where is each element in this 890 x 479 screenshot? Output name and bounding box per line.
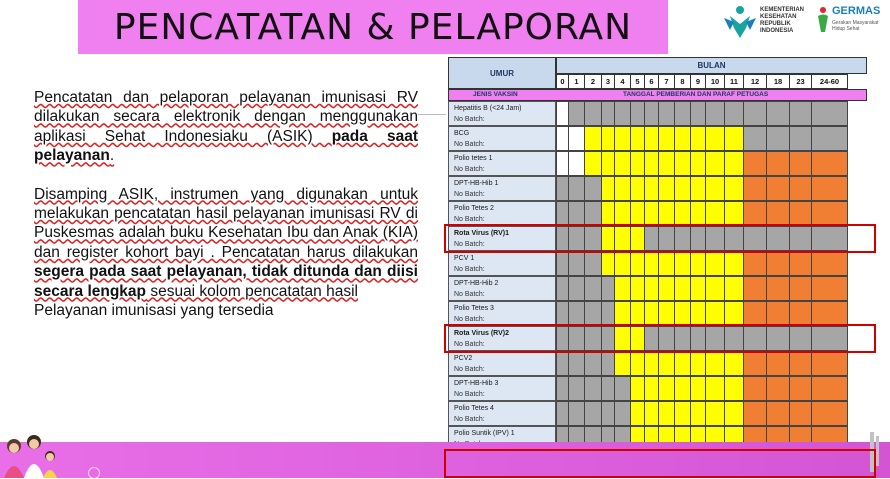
schedule-cell bbox=[724, 351, 744, 376]
month-header: 6 bbox=[644, 74, 659, 89]
schedule-cell bbox=[674, 276, 691, 301]
schedule-cell bbox=[568, 351, 585, 376]
schedule-cell bbox=[705, 351, 725, 376]
schedule-cell bbox=[724, 201, 744, 226]
schedule-cell bbox=[630, 251, 645, 276]
schedule-cell bbox=[568, 401, 585, 426]
batch-label: No Batch: bbox=[454, 166, 485, 173]
schedule-cell bbox=[601, 326, 615, 351]
month-header: 4 bbox=[614, 74, 631, 89]
schedule-cell bbox=[658, 251, 675, 276]
table-row bbox=[448, 101, 867, 126]
schedule-cell bbox=[674, 201, 691, 226]
schedule-cell bbox=[811, 101, 848, 126]
schedule-cell bbox=[811, 176, 848, 201]
month-header: 12 bbox=[743, 74, 767, 89]
schedule-cell bbox=[630, 176, 645, 201]
schedule-cell bbox=[584, 251, 602, 276]
schedule-cell bbox=[690, 101, 706, 126]
table-row bbox=[448, 351, 867, 376]
schedule-cell bbox=[644, 251, 659, 276]
schedule-cell bbox=[601, 226, 615, 251]
schedule-cell bbox=[789, 176, 812, 201]
schedule-cell bbox=[705, 126, 725, 151]
schedule-cell bbox=[644, 376, 659, 401]
slide-title: PENCATATAN & PELAPORAN bbox=[113, 6, 633, 48]
schedule-cell bbox=[724, 326, 744, 351]
schedule-cell bbox=[658, 276, 675, 301]
scrollbar[interactable] bbox=[870, 432, 874, 472]
schedule-cell bbox=[644, 101, 659, 126]
month-header: 5 bbox=[630, 74, 645, 89]
batch-label: No Batch: bbox=[454, 391, 485, 398]
schedule-cell bbox=[568, 251, 585, 276]
schedule-cell bbox=[743, 176, 767, 201]
paragraph-0-segment-2: . bbox=[109, 147, 115, 165]
schedule-cell bbox=[630, 351, 645, 376]
schedule-cell bbox=[766, 301, 790, 326]
schedule-cell bbox=[644, 176, 659, 201]
schedule-cell bbox=[614, 326, 631, 351]
vaccine-name: BCG bbox=[454, 130, 470, 137]
schedule-cell bbox=[658, 351, 675, 376]
vaccine-name-cell bbox=[448, 401, 556, 426]
schedule-cell bbox=[644, 276, 659, 301]
vaccine-name: DPT-HB-Hib 3 bbox=[454, 380, 499, 387]
schedule-cell bbox=[766, 151, 790, 176]
schedule-cell bbox=[789, 226, 812, 251]
slide-control-icon[interactable] bbox=[88, 467, 100, 479]
schedule-cell bbox=[584, 301, 602, 326]
schedule-cell bbox=[584, 226, 602, 251]
schedule-cell bbox=[644, 126, 659, 151]
schedule-cell bbox=[644, 151, 659, 176]
schedule-cell bbox=[743, 251, 767, 276]
family-illustration-icon bbox=[0, 432, 80, 478]
schedule-cell bbox=[568, 126, 585, 151]
schedule-cell bbox=[674, 326, 691, 351]
schedule-cell bbox=[658, 101, 675, 126]
schedule-cell bbox=[789, 151, 812, 176]
schedule-cell bbox=[789, 326, 812, 351]
schedule-cell bbox=[601, 126, 615, 151]
schedule-cell bbox=[724, 101, 744, 126]
schedule-cell bbox=[690, 126, 706, 151]
table-row bbox=[448, 376, 867, 401]
kemkes-logo-text: KEMENTERIAN KESEHATAN REPUBLIK INDONESIA bbox=[760, 7, 805, 34]
schedule-cell bbox=[658, 126, 675, 151]
schedule-cell bbox=[584, 276, 602, 301]
schedule-cell bbox=[724, 251, 744, 276]
vaccine-name-cell bbox=[448, 326, 556, 351]
schedule-cell bbox=[630, 376, 645, 401]
schedule-cell bbox=[674, 126, 691, 151]
schedule-cell bbox=[630, 301, 645, 326]
schedule-cell bbox=[674, 226, 691, 251]
schedule-cell bbox=[743, 301, 767, 326]
schedule-cell bbox=[766, 326, 790, 351]
schedule-cell bbox=[766, 401, 790, 426]
month-header: 24-60 bbox=[811, 74, 848, 89]
vaccine-name: Rota Virus (RV)1 bbox=[454, 230, 509, 237]
month-header: 10 bbox=[705, 74, 725, 89]
batch-label: No Batch: bbox=[454, 141, 485, 148]
subheader-row bbox=[448, 89, 867, 101]
schedule-cell bbox=[743, 326, 767, 351]
schedule-cell bbox=[674, 351, 691, 376]
schedule-cell bbox=[690, 276, 706, 301]
schedule-cell bbox=[811, 151, 848, 176]
schedule-cell bbox=[690, 376, 706, 401]
germas-logo-icon bbox=[816, 6, 830, 34]
month-header: 11 bbox=[724, 74, 744, 89]
batch-label: No Batch: bbox=[454, 316, 485, 323]
schedule-cell bbox=[766, 126, 790, 151]
schedule-cell bbox=[811, 401, 848, 426]
schedule-cell bbox=[601, 401, 615, 426]
schedule-cell bbox=[584, 126, 602, 151]
header-umur: UMUR bbox=[448, 57, 556, 89]
vaccine-name: PCV2 bbox=[454, 355, 473, 362]
schedule-cell bbox=[614, 226, 631, 251]
schedule-cell bbox=[743, 126, 767, 151]
vaccine-name-cell bbox=[448, 301, 556, 326]
schedule-cell bbox=[630, 276, 645, 301]
schedule-cell bbox=[789, 201, 812, 226]
schedule-cell bbox=[601, 251, 615, 276]
vaccine-name-cell bbox=[448, 376, 556, 401]
vaccine-name-cell bbox=[448, 126, 556, 151]
vaccine-name: Rota Virus (RV)2 bbox=[454, 330, 509, 337]
schedule-cell bbox=[658, 176, 675, 201]
schedule-cell bbox=[705, 326, 725, 351]
schedule-cell bbox=[601, 301, 615, 326]
batch-label: No Batch: bbox=[454, 241, 485, 248]
schedule-cell bbox=[789, 101, 812, 126]
schedule-cell bbox=[705, 101, 725, 126]
schedule-cell bbox=[811, 376, 848, 401]
schedule-cell bbox=[705, 376, 725, 401]
schedule-cell bbox=[614, 201, 631, 226]
batch-label: No Batch: bbox=[454, 216, 485, 223]
schedule-cell bbox=[705, 251, 725, 276]
schedule-cell bbox=[811, 126, 848, 151]
vaccine-name: PCV 1 bbox=[454, 255, 475, 262]
schedule-cell bbox=[766, 376, 790, 401]
vaccine-name-cell bbox=[448, 351, 556, 376]
schedule-cell bbox=[690, 401, 706, 426]
schedule-cell bbox=[584, 326, 602, 351]
schedule-cell bbox=[743, 376, 767, 401]
schedule-cell bbox=[743, 226, 767, 251]
schedule-cell bbox=[766, 251, 790, 276]
schedule-cell bbox=[584, 151, 602, 176]
schedule-cell bbox=[614, 276, 631, 301]
schedule-cell bbox=[584, 376, 602, 401]
schedule-cell bbox=[743, 201, 767, 226]
table-row bbox=[448, 276, 867, 301]
vaccine-name-cell bbox=[448, 176, 556, 201]
table-row bbox=[448, 151, 867, 176]
vaccine-name-cell bbox=[448, 226, 556, 251]
paragraph-0-segment-1: pada saat pelayanan bbox=[34, 127, 418, 165]
schedule-cell bbox=[601, 151, 615, 176]
schedule-cell bbox=[630, 226, 645, 251]
vaccine-name: DPT-HB-Hib 1 bbox=[454, 180, 499, 187]
paragraph-pelayanan: Pelayanan imunisasi yang tersedia bbox=[34, 302, 274, 320]
schedule-cell bbox=[705, 276, 725, 301]
schedule-cell bbox=[766, 101, 790, 126]
batch-label: No Batch: bbox=[454, 116, 485, 123]
body-text bbox=[34, 88, 418, 320]
header-jenis-vaksin: JENIS VAKSIN bbox=[473, 91, 518, 98]
schedule-cell bbox=[724, 276, 744, 301]
schedule-cell bbox=[644, 226, 659, 251]
month-header: 3 bbox=[601, 74, 615, 89]
schedule-cell bbox=[568, 376, 585, 401]
schedule-cell bbox=[789, 301, 812, 326]
paragraph-0-segment-0: Pencatatan dan pelaporan pelayanan imunisasi RV dilakukan secara elektronik dengan menggunakan aplikasi Sehat Indonesiaku (ASIK) bbox=[34, 89, 418, 145]
schedule-cell bbox=[789, 351, 812, 376]
schedule-cell bbox=[766, 176, 790, 201]
divider-line bbox=[418, 114, 446, 115]
paragraph-1-segment-0: Disamping ASIK, instrumen yang digunakan untuk melakukan pencatatan hasil pelayanan imunisasi RV di Puskesmas adalah buku Kesehatan Ibu dan Anak (KIA) dan register kohort bayi . Pencatatan harus dilakukan bbox=[34, 185, 418, 261]
schedule-cell bbox=[690, 251, 706, 276]
schedule-cell bbox=[789, 376, 812, 401]
schedule-cell bbox=[584, 401, 602, 426]
table-row bbox=[448, 251, 867, 276]
table-row bbox=[448, 201, 867, 226]
scrollbar-thumb[interactable] bbox=[876, 436, 879, 466]
schedule-cell bbox=[568, 276, 585, 301]
vaccine-name: Polio Tetes 3 bbox=[454, 305, 494, 312]
schedule-cell bbox=[658, 201, 675, 226]
schedule-cell bbox=[630, 401, 645, 426]
table-row bbox=[448, 176, 867, 201]
month-header: 8 bbox=[674, 74, 691, 89]
schedule-cell bbox=[568, 101, 585, 126]
month-header: 1 bbox=[568, 74, 585, 89]
schedule-cell bbox=[690, 226, 706, 251]
schedule-cell bbox=[614, 151, 631, 176]
schedule-cell bbox=[724, 376, 744, 401]
schedule-cell bbox=[690, 326, 706, 351]
schedule-cell bbox=[743, 276, 767, 301]
logo-group bbox=[720, 2, 885, 48]
batch-label: No Batch: bbox=[454, 366, 485, 373]
schedule-cell bbox=[630, 151, 645, 176]
month-header: 2 bbox=[584, 74, 602, 89]
vaccine-name-cell bbox=[448, 276, 556, 301]
table-row bbox=[448, 326, 867, 351]
batch-label: No Batch: bbox=[454, 341, 485, 348]
schedule-cell bbox=[658, 401, 675, 426]
schedule-cell bbox=[789, 251, 812, 276]
table-row bbox=[448, 401, 867, 426]
schedule-cell bbox=[789, 401, 812, 426]
schedule-cell bbox=[743, 351, 767, 376]
schedule-cell bbox=[568, 326, 585, 351]
schedule-cell bbox=[644, 201, 659, 226]
header-months bbox=[556, 74, 867, 89]
schedule-cell bbox=[601, 176, 615, 201]
paragraph-1-segment-2: sesuai kolom pencatatan hasil bbox=[146, 282, 358, 300]
germas-logo-text: GERMAS bbox=[832, 5, 881, 17]
schedule-cell bbox=[724, 226, 744, 251]
schedule-cell bbox=[690, 151, 706, 176]
schedule-cell bbox=[584, 201, 602, 226]
schedule-cell bbox=[705, 151, 725, 176]
schedule-cell bbox=[614, 101, 631, 126]
schedule-cell bbox=[614, 401, 631, 426]
month-header: 18 bbox=[766, 74, 790, 89]
schedule-cell bbox=[644, 326, 659, 351]
schedule-cell bbox=[811, 351, 848, 376]
vaccine-name: Hepatitis B (<24 Jam) bbox=[454, 105, 522, 112]
schedule-cell bbox=[644, 351, 659, 376]
schedule-cell bbox=[644, 401, 659, 426]
schedule-cell bbox=[811, 326, 848, 351]
schedule-cell bbox=[811, 201, 848, 226]
schedule-cell bbox=[630, 101, 645, 126]
table-row bbox=[448, 226, 867, 251]
vaccine-name-cell bbox=[448, 101, 556, 126]
batch-label: No Batch: bbox=[454, 416, 485, 423]
germas-tagline: Gerakan Masyarakat Hidup Sehat bbox=[832, 20, 879, 32]
month-header: 0 bbox=[556, 74, 569, 89]
schedule-cell bbox=[789, 276, 812, 301]
schedule-cell bbox=[690, 176, 706, 201]
schedule-cell bbox=[811, 226, 848, 251]
schedule-cell bbox=[614, 376, 631, 401]
schedule-cell bbox=[724, 401, 744, 426]
table-row bbox=[448, 301, 867, 326]
schedule-cell bbox=[568, 201, 585, 226]
schedule-cell bbox=[766, 276, 790, 301]
schedule-cell bbox=[705, 401, 725, 426]
schedule-cell bbox=[630, 326, 645, 351]
schedule-cell bbox=[644, 301, 659, 326]
schedule-cell bbox=[690, 301, 706, 326]
schedule-cell bbox=[674, 101, 691, 126]
schedule-cell bbox=[658, 151, 675, 176]
schedule-cell bbox=[811, 301, 848, 326]
vaccine-name: Polio tetes 1 bbox=[454, 155, 493, 162]
title-banner bbox=[78, 0, 668, 54]
schedule-cell bbox=[674, 151, 691, 176]
schedule-cell bbox=[789, 126, 812, 151]
schedule-cell bbox=[658, 376, 675, 401]
paragraph-1-segment-1: segera pada saat pelayanan, tidak ditunda dan diisi secara lengkap bbox=[34, 263, 418, 300]
header-bulan: BULAN bbox=[556, 57, 867, 74]
bottom-banner bbox=[0, 442, 890, 478]
schedule-cell bbox=[630, 201, 645, 226]
schedule-cell bbox=[614, 126, 631, 151]
schedule-cell bbox=[705, 226, 725, 251]
immunization-schedule-table bbox=[448, 57, 867, 478]
batch-label: No Batch: bbox=[454, 291, 485, 298]
schedule-cell bbox=[705, 201, 725, 226]
schedule-cell bbox=[614, 351, 631, 376]
schedule-cell bbox=[584, 176, 602, 201]
schedule-cell bbox=[766, 226, 790, 251]
schedule-cell bbox=[601, 276, 615, 301]
schedule-cell bbox=[705, 176, 725, 201]
paragraph-asik bbox=[34, 88, 418, 166]
schedule-cell bbox=[724, 176, 744, 201]
schedule-cell bbox=[601, 201, 615, 226]
schedule-cell bbox=[674, 301, 691, 326]
schedule-cell bbox=[658, 226, 675, 251]
schedule-cell bbox=[674, 401, 691, 426]
schedule-cell bbox=[811, 276, 848, 301]
schedule-cell bbox=[658, 301, 675, 326]
schedule-cell bbox=[614, 176, 631, 201]
schedule-cell bbox=[568, 151, 585, 176]
schedule-cell bbox=[766, 351, 790, 376]
schedule-cell bbox=[811, 251, 848, 276]
month-header: 7 bbox=[658, 74, 675, 89]
paragraph-instrumen bbox=[34, 185, 418, 301]
schedule-cell bbox=[743, 101, 767, 126]
batch-label: No Batch: bbox=[454, 266, 485, 273]
vaccine-name: Polio Suntik (IPV) 1 bbox=[454, 430, 515, 437]
schedule-cell bbox=[674, 251, 691, 276]
schedule-cell bbox=[724, 151, 744, 176]
schedule-cell bbox=[584, 101, 602, 126]
vaccine-name: Polio Tetes 2 bbox=[454, 205, 494, 212]
schedule-cell bbox=[674, 176, 691, 201]
schedule-cell bbox=[568, 176, 585, 201]
schedule-cell bbox=[614, 301, 631, 326]
schedule-cell bbox=[724, 301, 744, 326]
schedule-cell bbox=[630, 126, 645, 151]
schedule-cell bbox=[614, 251, 631, 276]
header-tanggal-pemberian: TANGGAL PEMBERIAN DAN PARAF PETUGAS bbox=[623, 91, 769, 98]
schedule-cell bbox=[568, 301, 585, 326]
schedule-cell bbox=[568, 226, 585, 251]
vaccine-name: Polio Tetes 4 bbox=[454, 405, 494, 412]
schedule-cell bbox=[658, 326, 675, 351]
schedule-cell bbox=[690, 201, 706, 226]
vaccine-name-cell bbox=[448, 251, 556, 276]
kemkes-logo-icon bbox=[722, 4, 758, 40]
schedule-cell bbox=[743, 401, 767, 426]
vaccine-name-cell bbox=[448, 201, 556, 226]
table-row bbox=[448, 126, 867, 151]
schedule-cell bbox=[705, 301, 725, 326]
schedule-cell bbox=[690, 351, 706, 376]
month-header: 23 bbox=[789, 74, 812, 89]
schedule-cell bbox=[601, 376, 615, 401]
schedule-cell bbox=[743, 151, 767, 176]
schedule-cell bbox=[601, 351, 615, 376]
batch-label: No Batch: bbox=[454, 191, 485, 198]
month-header: 9 bbox=[690, 74, 706, 89]
schedule-cell bbox=[766, 201, 790, 226]
schedule-cell bbox=[724, 126, 744, 151]
schedule-cell bbox=[674, 376, 691, 401]
vaccine-name-cell bbox=[448, 151, 556, 176]
schedule-cell bbox=[584, 351, 602, 376]
schedule-cell bbox=[601, 101, 615, 126]
vaccine-name: DPT-HB-Hib 2 bbox=[454, 280, 499, 287]
